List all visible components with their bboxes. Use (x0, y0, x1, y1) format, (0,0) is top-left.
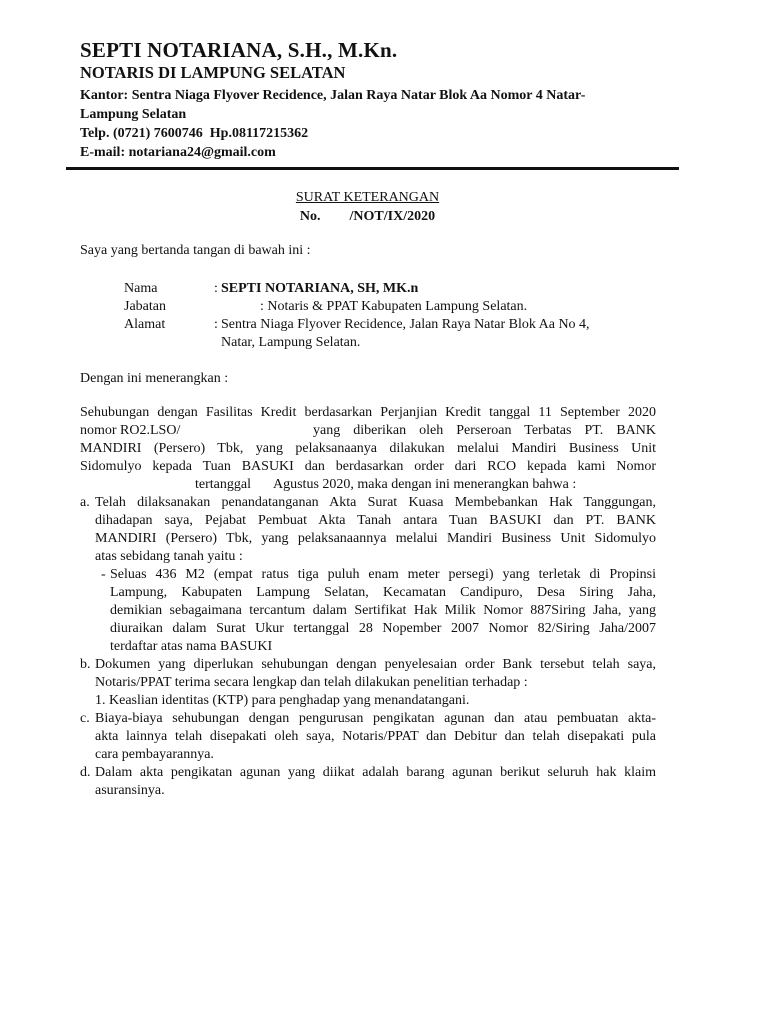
item-a-sub-line-3: demikian sebagaimana tercantum dalam Sertifikat Hak Milik Nomor 887Siring Jaha, yang (110, 603, 656, 618)
item-a-marker: a. (80, 495, 90, 510)
name-value: SEPTI NOTARIANA, SH, MK.n (221, 281, 419, 296)
address-value-line-1: Sentra Niaga Flyover Recidence, Jalan Raya Natar Blok Aa No 4, (221, 317, 590, 332)
position-label: Jabatan (124, 299, 166, 314)
body-line-4: Sidomulyo kepada Tuan BASUKI dan berdasarkan order dari RCO kepada kami Nomor (80, 459, 656, 474)
item-a-sub-line-1: Seluas 436 M2 (empat ratus tiga puluh enam meter persegi) yang terletak di Propinsi (110, 567, 656, 582)
document-title: SURAT KETERANGAN (295, 190, 440, 205)
document-number (0, 208, 735, 226)
item-a-sub-marker: - (101, 567, 106, 582)
item-c-marker: c. (80, 711, 90, 726)
name-label: Nama (124, 281, 158, 296)
notary-title: NOTARIS DI LAMPUNG SELATAN (80, 63, 346, 82)
address-value-line-2: Natar, Lampung Selatan. (221, 335, 361, 350)
item-a-line-1: Telah dilaksanakan penandatanganan Akta Surat Kuasa Membebankan Hak Tanggungan, (95, 495, 656, 510)
position-value: : Notaris & PPAT Kabupaten Lampung Selatan. (260, 299, 528, 314)
body-line-3: MANDIRI (Persero) Tbk, yang pelaksanaanya dilakukan melalui Mandiri Business Unit (80, 441, 656, 456)
item-d-line-2: asuransinya. (95, 783, 165, 798)
address-colon: : (214, 317, 218, 332)
item-a-sub-line-4: diuraikan dalam Surat Ukur tertanggal 28 Nopember 2007 Nomor 82/Siring Jaha/2007 (110, 621, 656, 636)
name-colon: : (214, 281, 218, 296)
body-line-2-start: nomor RO2.LSO/ (80, 423, 181, 438)
item-b-line-3: 1. Keaslian identitas (KTP) para penghadap yang menandatangani. (95, 693, 470, 708)
item-c-line-3: cara pembayarannya. (95, 747, 214, 762)
item-a-line-4: atas sebidang tanah yaitu : (95, 549, 243, 564)
item-c-line-1: Biaya-biaya sehubungan dengan pengurusan pengikatan agunan dan atau pembuatan akta- (95, 711, 656, 726)
office-address-line-1: Kantor: Sentra Niaga Flyover Recidence, Jalan Raya Natar Blok Aa Nomor 4 Natar- (80, 88, 586, 103)
item-b-line-1: Dokumen yang diperlukan sehubungan dengan penyelesaian order Bank tersebut telah saya, (95, 657, 656, 672)
item-a-line-2: dihadapan saya, Pejabat Pembuat Akta Tanah antara Tuan BASUKI dan PT. BANK (95, 513, 656, 528)
address-label: Alamat (124, 317, 166, 332)
phone-line: Telp. (0721) 7600746 Hp.08117215362 (80, 126, 309, 141)
intro-text: Saya yang bertanda tangan di bawah ini : (80, 243, 311, 258)
email-line: E-mail: notariana24@gmail.com (80, 145, 276, 160)
document-number-prefix: No. (299, 209, 321, 224)
office-address-line-2: Lampung Selatan (80, 107, 187, 122)
body-line-1: Sehubungan dengan Fasilitas Kredit berdasarkan Perjanjian Kredit tanggal 11 September 2020 (80, 405, 656, 420)
item-a-sub-line-2: Lampung, Kabupaten Lampung Selatan, Kecamatan Candipuro, Desa Siring Jaha, (110, 585, 656, 600)
item-b-line-2: Notaris/PPAT terima secara lengkap dan telah dilakukan penelitian terhadap : (95, 675, 528, 690)
body-line-2-end: yang diberikan oleh Perseroan Terbatas PT. BANK (313, 423, 656, 438)
body-line-5-end: Agustus 2020, maka dengan ini menerangkan bahwa : (273, 477, 577, 492)
body-line-5-start: tertanggal (195, 477, 251, 492)
item-c-line-2: akta lainnya telah disepakati oleh saya, Notaris/PPAT dan Debitur dan telah disepakati pula (95, 729, 656, 744)
item-b-marker: b. (80, 657, 91, 672)
statement-text: Dengan ini menerangkan : (80, 371, 229, 386)
item-a-sub-line-5: terdaftar atas nama BASUKI (110, 639, 273, 654)
item-a-line-3: MANDIRI (Persero) Tbk, yang pelaksanaannya melalui Mandiri Business Unit Sidomulyo (95, 531, 656, 546)
document-number-suffix: /NOT/IX/2020 (349, 209, 436, 224)
item-d-line-1: Dalam akta pengikatan agunan yang diikat adalah barang agunan berikut seluruh hak klaim (95, 765, 656, 780)
notary-name: SEPTI NOTARIANA, S.H., M.Kn. (80, 38, 398, 62)
letterhead-divider (66, 167, 679, 170)
item-d-marker: d. (80, 765, 91, 780)
letterhead (80, 38, 680, 162)
